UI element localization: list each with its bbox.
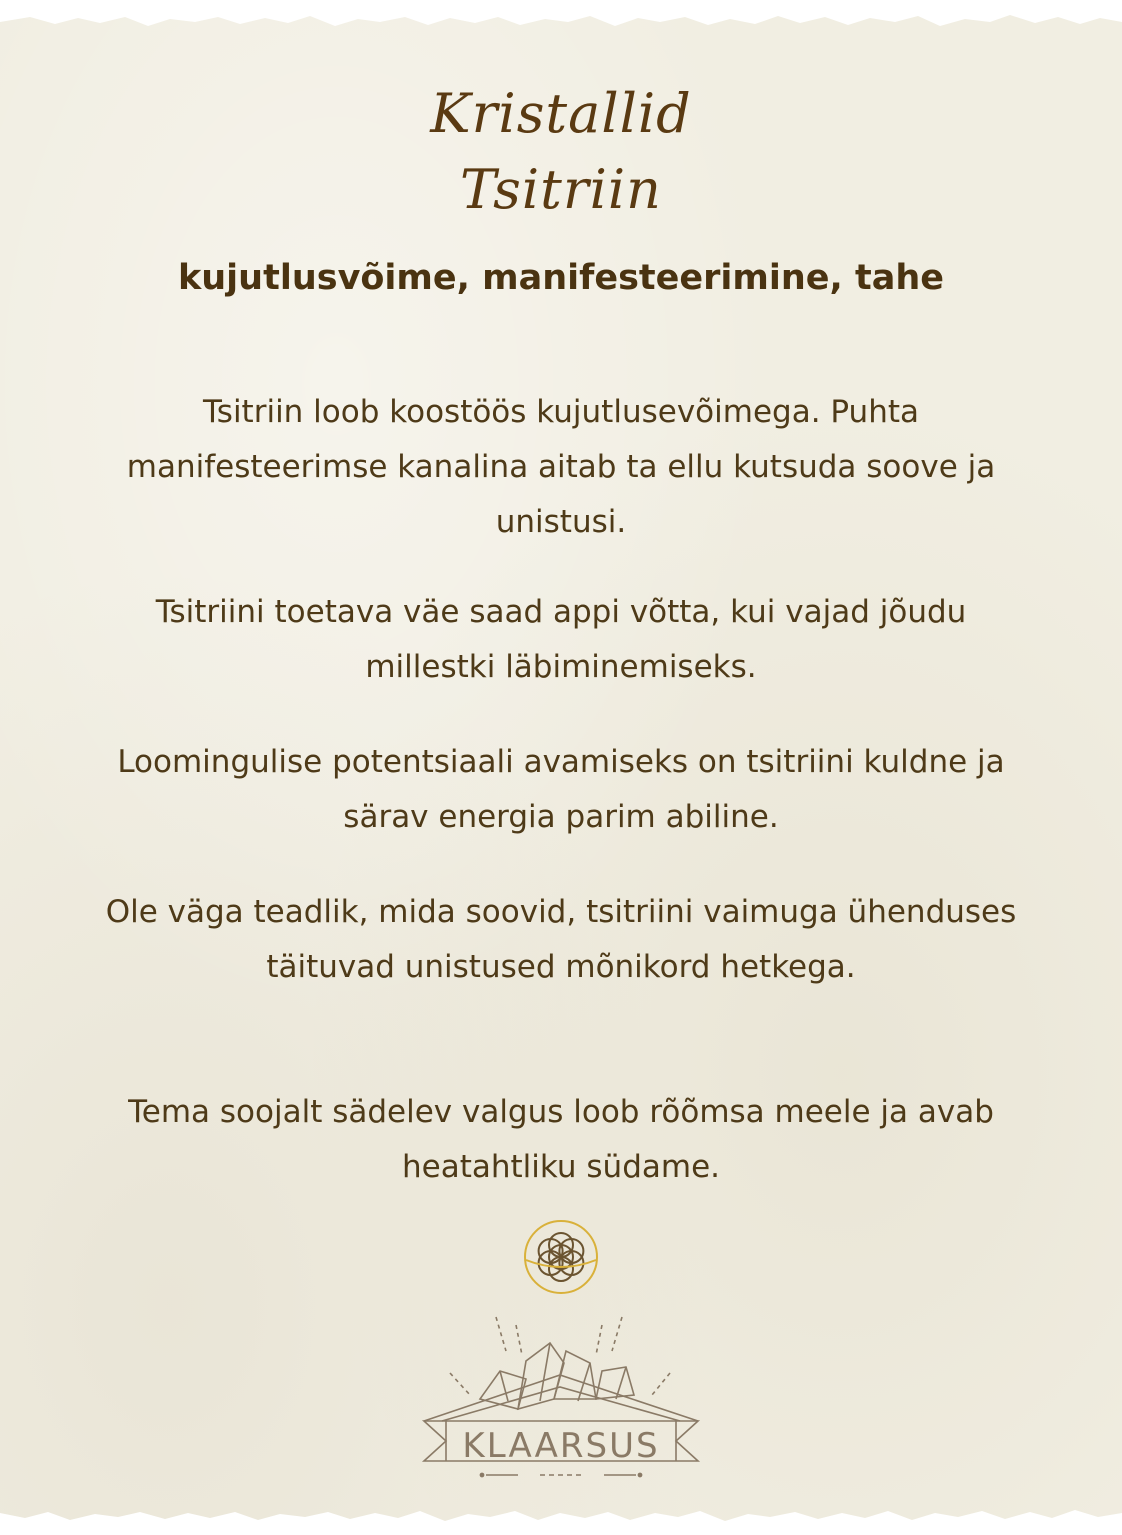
paragraph-1: Tsitriin loob koostöös kujutlusevõimega. Puhta manifesteerimse kanalina aitab ta ellu kutsuda soove ja unistusi. (126, 394, 996, 540)
brand-name: KLAARSUS (462, 1426, 660, 1466)
title-line-2: Tsitriin (460, 158, 662, 221)
torn-edge-top (0, 0, 1122, 40)
keywords-subtitle: kujutlusvõime, manifesteerimine, tahe (177, 258, 944, 298)
paragraph-3: Loomingulise potentsiaali avamiseks on tsitriini kuldne ja särav energia parim abiline. (117, 744, 1005, 835)
paragraph-4: Ole väga teadlik, mida soovid, tsitriini vaimuga ühenduses täituvad unistused mõnikord hetkega. (105, 894, 1017, 985)
title-line-1: Kristallid (430, 82, 692, 145)
paragraph-5: Tema soojalt sädelev valgus loob rõõmsa meele ja avab heatahtliku südame. (128, 1094, 994, 1185)
flower-of-life-icon (516, 1212, 606, 1302)
torn-edge-bottom (0, 1495, 1122, 1535)
paragraph-2: Tsitriini toetava väe saad appi võtta, kui vajad jõudu millestki läbiminemiseks. (155, 594, 967, 685)
